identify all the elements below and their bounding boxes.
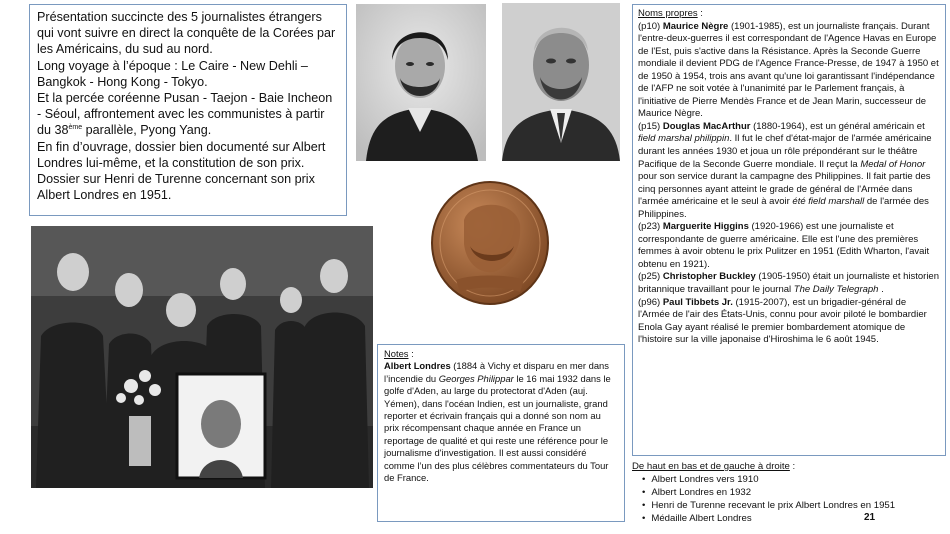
intro-line: Présentation succincte des 5 journalistes étrangers qui vont suivre en direct la conquête de la Corées par les Américains, du sud au nord. (37, 10, 336, 57)
superscript: ème (68, 124, 83, 132)
proper-names-box (632, 4, 946, 456)
person-name: Maurice Nègre (662, 20, 729, 32)
person-name: Douglas MacArthur (662, 120, 751, 132)
notes-text: (1884 à Vichy et disparu en mer dans l’incendie du (384, 360, 609, 384)
colon: : (697, 8, 703, 19)
captions-heading-line (632, 460, 946, 473)
entry-italic: field marshal philippin (638, 133, 730, 145)
caption-item: • Henri de Turenne recevant le prix Albert Londres en 1951 (644, 499, 946, 512)
page-ref: (p96) (638, 296, 663, 308)
person-name: Albert Londres (384, 360, 451, 372)
person-name: Christopher Buckley (662, 271, 756, 283)
intro-line-part: parallèle, Pyong Yang. (82, 123, 212, 138)
intro-text-box (29, 4, 347, 216)
medaille-albert-londres (430, 180, 550, 306)
notes-text: le 16 mai 1932 dans le golfe d'Aden, au large du protectorat d'Aden (auj. Yémen), dans l'océan Indien, est un journaliste, grand reporter et écrivain français qui a donné son nom au prix récompensant chaque année en France un reportage de qualité et qui reste une référence pour le journalisme d'investigation. Il est aussi considéré comme l’un des plus célèbres commentateurs du Tour de France. (384, 372, 611, 484)
entry-text: (1915-2007), est un brigadier-général de l'Armée de l'air des États-Unis, connu pour avoir piloté le bombardier Enola Gay ayant réalisé le premier bombardement atomique de l'histoire sur la ville japonaise d'Hiroshima le 6 août 1945. (638, 296, 927, 346)
entry-text: de l'armée des Philippines. (638, 196, 929, 220)
notes-heading-line (384, 348, 618, 360)
page-number: 21 (864, 512, 876, 523)
photo-henri-de-turenne-prix-1951 (31, 226, 373, 488)
entry-maurice-negre (638, 21, 940, 121)
entry-text: (1905-1950) était un journaliste et historien britannique travaillant pour le journal (638, 271, 940, 296)
entry-text: . Il fut le chef d'état-major de l'armée américaine durant les années 1930 et joua un rôle prépondérant sur le théâtre Pacifique de la Seconde Guerre mondiale. Il reçut la (638, 133, 932, 170)
person-name: Paul Tibbets Jr. (662, 296, 733, 308)
entry-italic: été field marshall (792, 196, 865, 208)
image-captions (632, 460, 946, 525)
colon: : (408, 348, 414, 359)
caption-item: • Albert Londres vers 1910 (644, 473, 946, 486)
names-heading-line (638, 8, 940, 21)
intro-line (37, 90, 339, 139)
notes-paragraph (384, 360, 618, 484)
intro-line: Dossier sur Henri de Turenne concernant son prix Albert Londres en 1951. (37, 172, 315, 203)
photo-albert-londres-1910 (356, 4, 486, 161)
intro-line-part: Et la percée coréenne Pusan - Taejon - Baie Incheon - Séoul, affrontement avec les communistes à partir du 38 (37, 91, 333, 138)
entry-italic: Medal of Honor (860, 158, 926, 170)
names-heading: Noms propres (638, 8, 698, 19)
entry-text: . (878, 284, 884, 296)
captions-list (632, 473, 946, 525)
intro-line: Long voyage à l’époque : Le Caire - New Dehli – Bangkok - Hong Kong - Tokyo. (37, 58, 308, 89)
photo-albert-londres-1932 (502, 3, 620, 161)
page-ref: (p15) (638, 120, 663, 132)
person-name: Marguerite Higgins (662, 221, 749, 233)
entry-marguerite-higgins (638, 221, 940, 271)
entry-text: (1880-1964), est un général américain et (750, 120, 925, 132)
caption-item: • Albert Londres en 1932 (644, 486, 946, 499)
captions-heading: De haut en bas et de gauche à droite (632, 461, 790, 472)
entry-italic: The Daily Telegraph (793, 284, 879, 296)
colon: : (789, 461, 796, 472)
entry-paul-tibbets (638, 297, 940, 347)
entry-text: (1920-1966) est une journaliste et correspondante de guerre américaine. Elle est l'une des premières femmes à avoir obtenu le prix Pulitzer en 1951 (Edith Wharton, l'avait obtenu en 1921). (638, 221, 930, 270)
page-ref: (p10) (638, 20, 663, 32)
page-ref: (p23) (638, 221, 663, 233)
page-ref: (p25) (638, 271, 663, 283)
entry-text: (1901-1985), est un journaliste français. Durant l'entre-deux-guerres il est correspondant de l'Agence Havas en Europe de l'Est, puis s'active dans la Résistance. Après la Seconde Guerre mondiale il devient PDG de l'Agence France-Presse, de 1947 à 1950 et de 1950 à 1954, trois ans avant qu'une loi garantissant l'indépendance de l'AFP ne soit votée à l'unanimité par le Parlement français, à l'initiative de Pierre Mendès France et de Jean Marin, successeur de Maurice Nègre. (638, 20, 939, 120)
entry-christopher-buckley (638, 271, 940, 296)
entry-text: pour son service durant la campagne des Philippines. Il fait partie des cinq personnes ayant atteint le grade de général de l'Armée dans l'armée américaine et le seul à avoir (638, 171, 931, 208)
notes-box (377, 344, 625, 522)
notes-heading: Notes (384, 348, 409, 359)
intro-line: En fin d’ouvrage, dossier bien documenté sur Albert Londres lui-même, et la constitution de son prix. (37, 139, 326, 170)
caption-item: • Médaille Albert Londres (644, 512, 946, 525)
entry-douglas-macarthur (638, 121, 940, 221)
ship-name: Georges Philippar (438, 372, 514, 384)
